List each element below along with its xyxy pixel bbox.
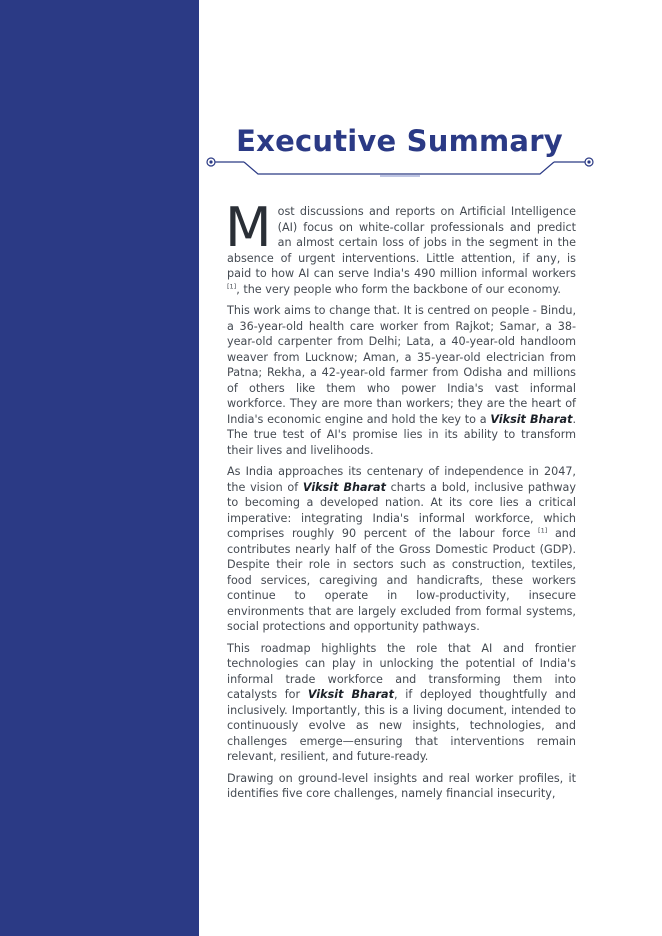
paragraph-3: As India approaches its centenary of independence in 2047, the vision of Viksit Bharat charts a bold, inclusive pathway to becoming a developed nation. At its core lies a critical imperative: integrating India's informal workforce, which comprises roughly 90 percent of the labour force [1] and contributes nearly half of the Gross Domestic Product (GDP). Despite their role in sectors such as construction, textiles, food services, caregiving and handicrafts, these workers continue to operate in low-productivity, insecure environments that are largely excluded from formal systems, social protections and opportunity pathways. bbox=[227, 465, 576, 633]
footnote-ref[interactable]: [1] bbox=[538, 526, 548, 535]
summary-body bbox=[225, 196, 576, 808]
emphasis-viksit-bharat: Viksit Bharat bbox=[302, 480, 386, 494]
paragraph-2: This work aims to change that. It is centred on people - Bindu, a 36-year-old health care worker from Rajkot; Samar, a 38-year-old carpenter from Delhi; Lata, a 40-year-old handloom weaver from Lucknow; Aman, a 35-year-old electrician from Patna; Rekha, a 42-year-old farmer from Odisha and millions of others like them who power India's vast informal workforce. They are more than workers; they are the heart of India's economic engine and hold the key to a Viksit Bharat. The true test of AI's promise lies in its ability to transform their lives and livelihoods. bbox=[227, 304, 576, 457]
footnote-ref[interactable]: [1] bbox=[227, 281, 237, 290]
title-underline-decoration bbox=[204, 152, 596, 178]
emphasis-viksit-bharat: Viksit Bharat bbox=[490, 412, 573, 426]
paragraph-5: Drawing on ground-level insights and real worker profiles, it identifies five core challenges, namely financial insecurity, bbox=[227, 771, 576, 800]
page-title: Executive Summary bbox=[236, 124, 563, 158]
paragraph-1: Most discussions and reports on Artificial Intelligence (AI) focus on white-collar professionals and predict an almost certain loss of jobs in the segment in the absence of urgent interventions. Little attention, if any, is paid to how AI can serve India's 490 million informal workers [1], the very people who form the backbone of our economy. bbox=[225, 196, 576, 296]
emphasis-viksit-bharat: Viksit Bharat bbox=[307, 688, 394, 701]
paragraph-4: This roadmap highlights the role that AI and frontier technologies can play in unlocking the potential of India's informal trade workforce and transforming them into catalysts for Viksit Bharat, if deployed thoughtfully and inclusively. Importantly, this is a living document, intended to continuously evolve as new insights, technologies, and challenges emerge—ensuring that interventions remain relevant, resilient, and future-ready. bbox=[227, 641, 576, 763]
sidebar-band bbox=[0, 0, 199, 936]
drop-cap: M bbox=[225, 196, 272, 259]
